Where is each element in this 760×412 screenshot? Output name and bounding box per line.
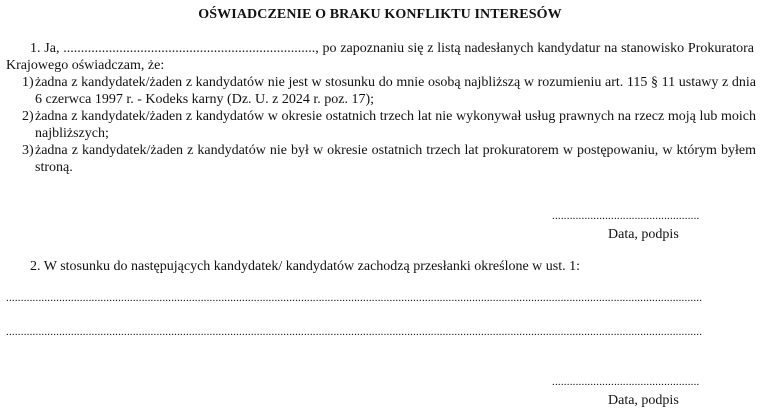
item-number: 1) (22, 75, 34, 90)
item-text: żadna z kandydatek/żaden z kandydatów w okresie ostatnich trzech lat nie wykonywał usług prawnych na rzecz moją lub moich najbliższych; (35, 109, 756, 141)
signature-block-2 (552, 376, 732, 409)
item-text: żadna z kandydatek/żaden z kandydatów nie był w okresie ostatnich trzech lat prokuratorem w postępowaniu, w którym byłem stroną. (35, 143, 756, 175)
signature-dots: .................................................. (552, 376, 700, 388)
item-number: 3) (22, 143, 34, 158)
signature-label: Data, podpis (608, 227, 679, 242)
section-2-text: 2. W stosunku do następujących kandydatek/ kandydatów zachodzą przesłanki określone w ust. 1: (30, 259, 581, 274)
fill-line-1: ............................................................................................................................................................................................................................................ (6, 292, 703, 304)
document-title: OŚWIADCZENIE O BRAKU KONFLIKTU INTERESÓW (198, 7, 562, 22)
section-1-text: 1. Ja, ........................................................................, po zapoznaniu się z listą nadesłanych kandydatur na stanowisko Prokuratora Krajowego oświadczam, że: (6, 41, 754, 73)
item-number: 2) (22, 109, 34, 124)
signature-block-1 (552, 210, 732, 243)
item-text: żadna z kandydatek/żaden z kandydatów nie jest w stosunku do mnie osobą najbliższą w rozumieniu art. 115 § 11 ustawy z dnia 6 czerwca 1997 r. - Kodeks karny (Dz. U. z 2024 r. poz. 17); (35, 75, 756, 107)
fill-line-2: ............................................................................................................................................................................................................................................ (6, 326, 703, 338)
declaration-item-2 (22, 108, 756, 142)
section-1-intro (6, 40, 754, 74)
signature-dots: .................................................. (552, 210, 700, 222)
declaration-item-3 (22, 142, 756, 176)
signature-label: Data, podpis (608, 393, 679, 408)
declaration-item-1 (22, 74, 756, 108)
